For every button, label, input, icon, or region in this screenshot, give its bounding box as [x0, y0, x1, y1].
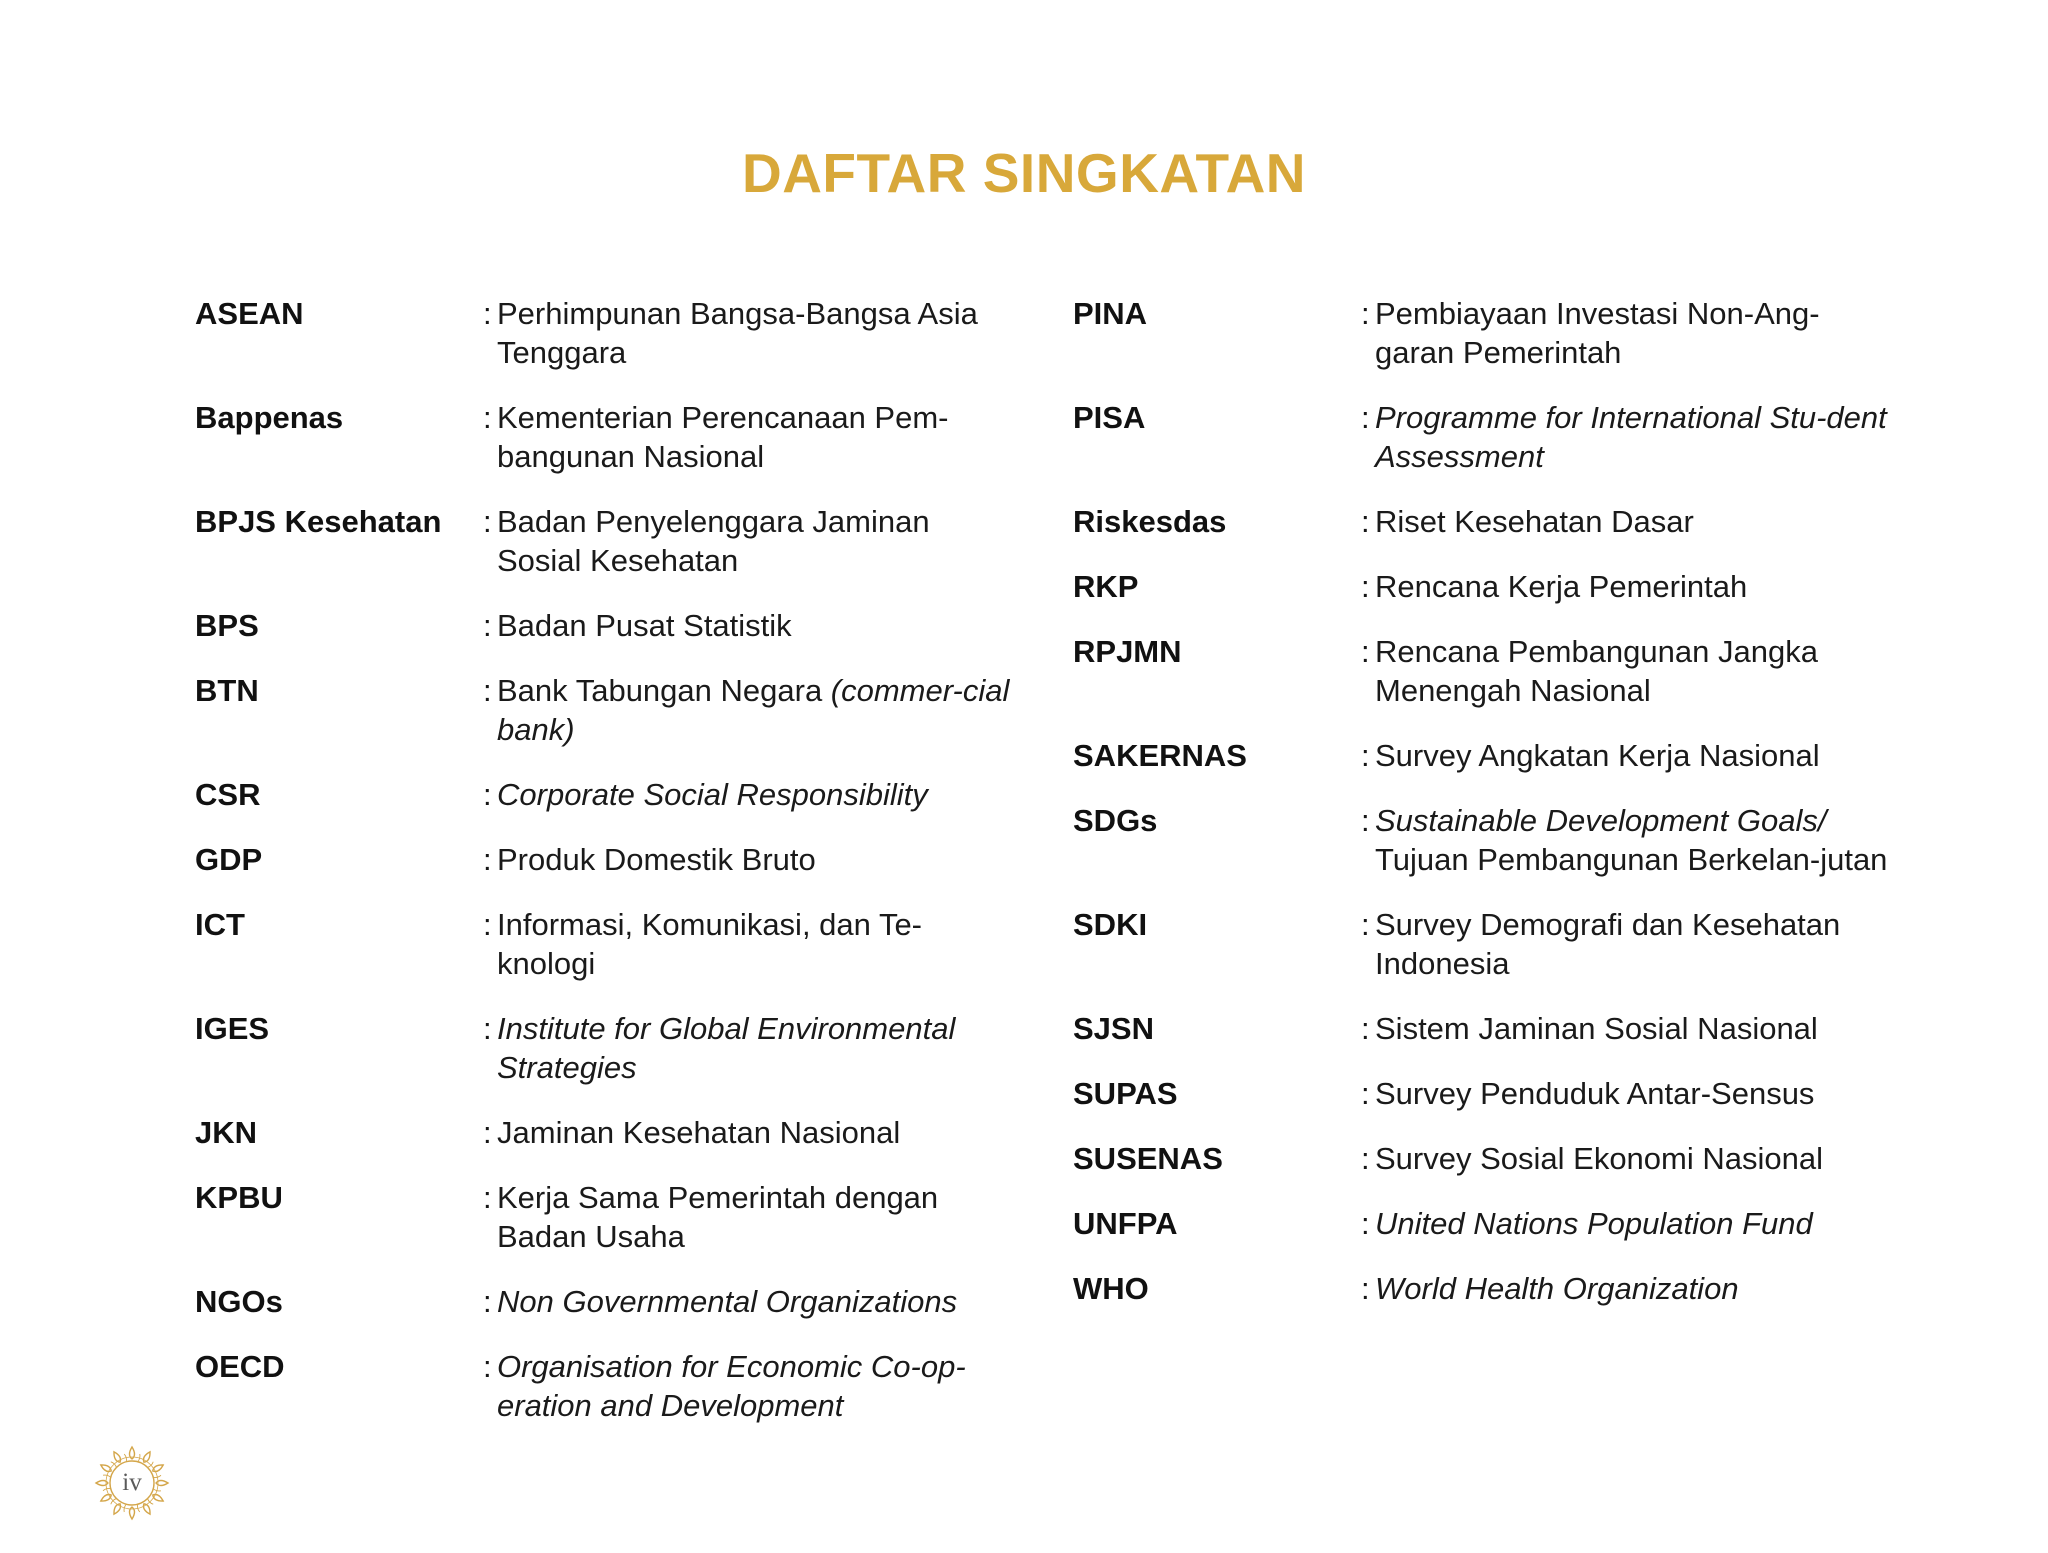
- abbreviation-row: [195, 1113, 1015, 1152]
- abbreviation-term: ASEAN: [195, 296, 304, 331]
- abbreviation-definition: [1375, 502, 1893, 541]
- separator-colon: :: [1361, 738, 1370, 773]
- abbreviation-definition: [497, 905, 1015, 983]
- abbreviation-row: [195, 775, 1015, 814]
- abbreviation-row: [1073, 502, 1893, 541]
- abbreviation-row: [1073, 567, 1893, 606]
- separator-colon: :: [483, 777, 492, 812]
- abbreviation-term: PISA: [1073, 400, 1146, 435]
- abbreviation-definition: [497, 502, 1015, 580]
- separator-colon: :: [483, 673, 492, 708]
- abbreviation-definition: [1375, 1074, 1893, 1113]
- definition-text: Badan Penyelenggara Jaminan Sosial Kesehatan: [497, 504, 930, 578]
- abbreviation-row: [195, 840, 1015, 879]
- abbreviation-term: SJSN: [1073, 1011, 1154, 1046]
- abbreviation-term: RKP: [1073, 569, 1139, 604]
- definition-italic-text: Institute for Global Environmental Strategies: [497, 1011, 956, 1085]
- abbreviation-term: JKN: [195, 1115, 258, 1150]
- abbreviation-row: [1073, 801, 1893, 879]
- definition-text: Rencana Kerja Pemerintah: [1375, 569, 1748, 604]
- separator-colon: :: [1361, 907, 1370, 942]
- separator-colon: :: [1361, 569, 1370, 604]
- abbreviation-row: [195, 502, 1015, 580]
- definition-text: Pembiayaan Investasi Non-Ang-garan Pemerintah: [1375, 296, 1820, 370]
- definition-text: Survey Demografi dan Kesehatan Indonesia: [1375, 907, 1841, 981]
- abbreviation-definition: [497, 1178, 1015, 1256]
- separator-colon: :: [483, 842, 492, 877]
- page-title: DAFTAR SINGKATAN: [741, 142, 1307, 204]
- separator-colon: :: [483, 907, 492, 942]
- abbreviation-term: CSR: [195, 777, 261, 812]
- abbreviation-definition: [497, 606, 1015, 645]
- abbreviation-definition: [1375, 1269, 1893, 1308]
- definition-italic-text: Programme for International Stu-dent Assessment: [1375, 400, 1887, 474]
- separator-colon: :: [1361, 1011, 1370, 1046]
- abbreviation-definition: [497, 1282, 1015, 1321]
- definition-text: Survey Penduduk Antar-Sensus: [1375, 1076, 1815, 1111]
- page-number: iv: [122, 1469, 142, 1496]
- abbreviation-definition: [497, 294, 1015, 372]
- definition-text: Jaminan Kesehatan Nasional: [497, 1115, 901, 1150]
- abbreviation-row: [195, 294, 1015, 372]
- definition-italic-text: Non Governmental Organizations: [497, 1284, 958, 1319]
- abbreviation-term: SUSENAS: [1073, 1141, 1223, 1176]
- definition-text: Tujuan Pembangunan Berkelan-jutan: [1375, 842, 1888, 877]
- abbreviation-row: [195, 905, 1015, 983]
- abbreviation-term: KPBU: [195, 1180, 283, 1215]
- abbreviation-definition: [1375, 736, 1893, 775]
- abbreviation-row: [1073, 632, 1893, 710]
- separator-colon: :: [483, 608, 492, 643]
- separator-colon: :: [1361, 504, 1370, 539]
- abbreviation-definition: [1375, 1139, 1893, 1178]
- definition-text: Kementerian Perencanaan Pem-bangunan Nasional: [497, 400, 949, 474]
- abbreviation-definition: [497, 671, 1015, 749]
- separator-colon: :: [1361, 634, 1370, 669]
- abbreviation-row: [1073, 1204, 1893, 1243]
- abbreviation-definition: [1375, 398, 1893, 476]
- abbreviation-term: NGOs: [195, 1284, 283, 1319]
- definition-italic-text: Sustainable Development Goals/: [1375, 803, 1827, 838]
- abbreviation-definition: [1375, 1009, 1893, 1048]
- separator-colon: :: [483, 1115, 492, 1150]
- abbreviation-term: Bappenas: [195, 400, 344, 435]
- abbreviation-term: ICT: [195, 907, 245, 942]
- definition-text: Badan Pusat Statistik: [497, 608, 792, 643]
- definition-italic-text: Organisation for Economic Co-op-eration and Development: [497, 1349, 966, 1423]
- abbreviation-definition: [497, 840, 1015, 879]
- abbreviation-row: [1073, 398, 1893, 476]
- separator-colon: :: [1361, 1141, 1370, 1176]
- abbreviation-row: [1073, 905, 1893, 983]
- abbreviation-row: [1073, 1009, 1893, 1048]
- abbreviation-term: WHO: [1073, 1271, 1149, 1306]
- definition-italic-text: (commer-cial bank): [497, 673, 1010, 747]
- separator-colon: :: [483, 1011, 492, 1046]
- definition-text: Perhimpunan Bangsa-Bangsa Asia Tenggara: [497, 296, 978, 370]
- abbreviation-term: IGES: [195, 1011, 270, 1046]
- separator-colon: :: [1361, 803, 1370, 838]
- abbreviation-definition: [1375, 567, 1893, 606]
- abbreviation-row: [1073, 294, 1893, 372]
- abbreviation-definition: [1375, 294, 1893, 372]
- abbreviation-term: SAKERNAS: [1073, 738, 1247, 773]
- abbreviation-term: PINA: [1073, 296, 1148, 331]
- separator-colon: :: [1361, 1271, 1370, 1306]
- abbreviation-row: [195, 1009, 1015, 1087]
- abbreviation-row: [1073, 1139, 1893, 1178]
- abbreviation-row: [195, 606, 1015, 645]
- abbreviation-definition: [1375, 801, 1893, 879]
- abbreviation-definition: [1375, 905, 1893, 983]
- page-number-badge: [92, 1443, 172, 1523]
- abbreviation-definition: [1375, 632, 1893, 710]
- abbreviation-row: [195, 1282, 1015, 1321]
- definition-italic-text: Corporate Social Responsibility: [497, 777, 928, 812]
- abbreviation-term: SDKI: [1073, 907, 1148, 942]
- separator-colon: :: [483, 1284, 492, 1319]
- abbreviation-definition: [497, 1113, 1015, 1152]
- abbreviation-row: [195, 398, 1015, 476]
- separator-colon: :: [483, 1180, 492, 1215]
- separator-colon: :: [483, 1349, 492, 1384]
- definition-text: Bank Tabungan Negara: [497, 673, 831, 708]
- definition-text: Survey Angkatan Kerja Nasional: [1375, 738, 1820, 773]
- separator-colon: :: [1361, 1076, 1370, 1111]
- definition-text: Survey Sosial Ekonomi Nasional: [1375, 1141, 1823, 1176]
- abbreviation-term: SUPAS: [1073, 1076, 1178, 1111]
- separator-colon: :: [483, 400, 492, 435]
- abbreviation-list-left: [195, 294, 1015, 1451]
- abbreviation-definition: [497, 398, 1015, 476]
- abbreviation-row: [1073, 1269, 1893, 1308]
- definition-text: Kerja Sama Pemerintah dengan Badan Usaha: [497, 1180, 939, 1254]
- abbreviation-term: RPJMN: [1073, 634, 1182, 669]
- definition-text: Produk Domestik Bruto: [497, 842, 816, 877]
- abbreviation-definition: [497, 775, 1015, 814]
- definition-text: Riset Kesehatan Dasar: [1375, 504, 1694, 539]
- abbreviation-term: Riskesdas: [1073, 504, 1227, 539]
- separator-colon: :: [483, 296, 492, 331]
- definition-text: Rencana Pembangunan Jangka Menengah Nasional: [1375, 634, 1818, 708]
- abbreviation-term: BPS: [195, 608, 259, 643]
- separator-colon: :: [1361, 1206, 1370, 1241]
- abbreviation-term: SDGs: [1073, 803, 1158, 838]
- abbreviation-row: [1073, 1074, 1893, 1113]
- abbreviation-term: OECD: [195, 1349, 285, 1384]
- definition-text: Informasi, Komunikasi, dan Te-knologi: [497, 907, 923, 981]
- separator-colon: :: [1361, 400, 1370, 435]
- abbreviation-term: BPJS Kesehatan: [195, 504, 442, 539]
- abbreviation-definition: [497, 1009, 1015, 1087]
- separator-colon: :: [1361, 296, 1370, 331]
- separator-colon: :: [483, 504, 492, 539]
- abbreviation-row: [1073, 736, 1893, 775]
- abbreviation-list-right: [1073, 294, 1893, 1334]
- definition-italic-text: United Nations Population Fund: [1375, 1206, 1813, 1241]
- abbreviation-definition: [497, 1347, 1015, 1425]
- abbreviation-row: [195, 671, 1015, 749]
- abbreviation-row: [195, 1347, 1015, 1425]
- abbreviation-term: BTN: [195, 673, 259, 708]
- abbreviation-definition: [1375, 1204, 1893, 1243]
- definition-text: Sistem Jaminan Sosial Nasional: [1375, 1011, 1818, 1046]
- abbreviation-term: UNFPA: [1073, 1206, 1178, 1241]
- abbreviation-row: [195, 1178, 1015, 1256]
- abbreviation-term: GDP: [195, 842, 263, 877]
- definition-italic-text: World Health Organization: [1375, 1271, 1739, 1306]
